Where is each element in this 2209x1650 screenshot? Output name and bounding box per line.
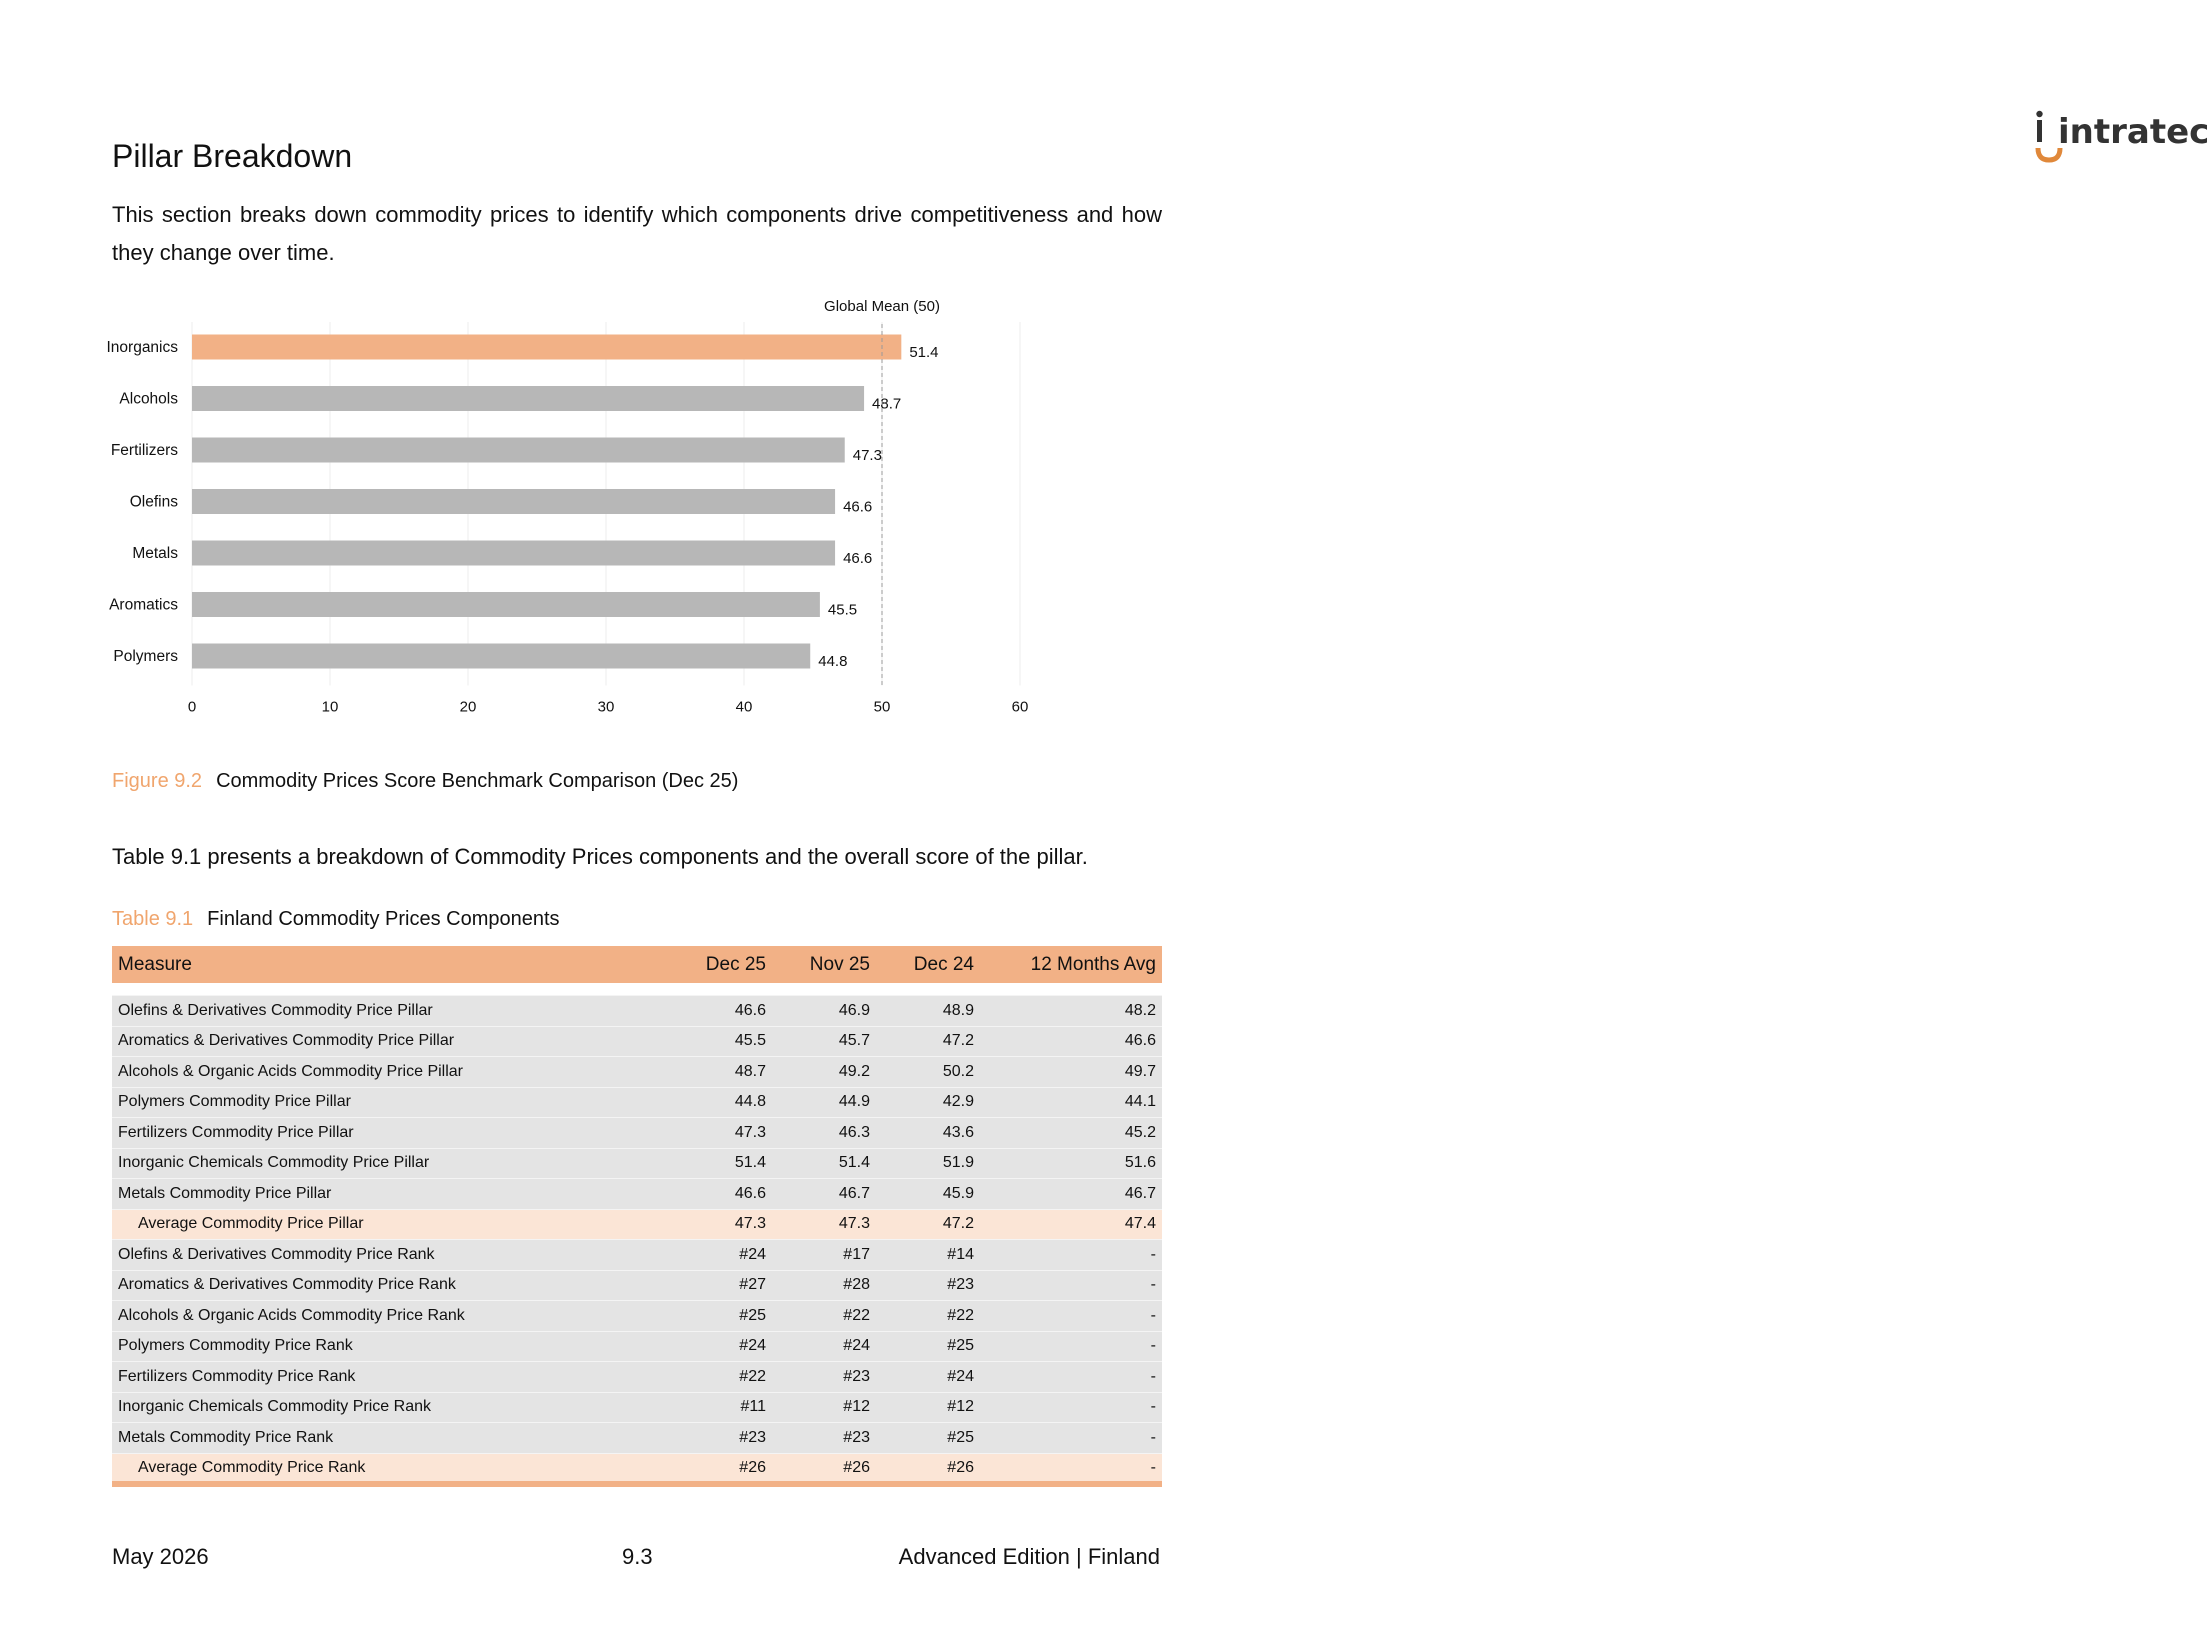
value-cell: 46.6 — [980, 1026, 1162, 1057]
value-cell: 45.2 — [980, 1118, 1162, 1149]
header-dec24: Dec 24 — [876, 946, 980, 983]
commodity-score-bar-chart — [100, 300, 1100, 750]
value-cell: 51.4 — [772, 1148, 876, 1179]
bar-alcohols — [192, 386, 864, 411]
value-cell: 46.7 — [980, 1179, 1162, 1210]
intratec-logo — [1018, 54, 2209, 152]
data-label: 51.4 — [909, 344, 939, 361]
value-cell: 44.1 — [980, 1087, 1162, 1118]
value-cell: #24 — [672, 1240, 772, 1271]
value-cell: - — [980, 1301, 1162, 1332]
x-tick-label: 30 — [597, 698, 615, 716]
value-cell: 49.7 — [980, 1057, 1162, 1088]
value-cell: 46.7 — [772, 1179, 876, 1210]
footer-page-number: 9.3 — [622, 1544, 653, 1569]
value-cell: #25 — [672, 1301, 772, 1332]
footer-date: May 2026 — [112, 1544, 209, 1569]
table-header-row — [112, 946, 1162, 983]
value-cell: #25 — [876, 1331, 980, 1362]
value-cell: 51.6 — [980, 1148, 1162, 1179]
value-cell: 46.3 — [772, 1118, 876, 1149]
global-mean-label: Global Mean (50) — [824, 298, 940, 315]
x-tick-label: 50 — [873, 698, 891, 716]
table-row — [112, 1026, 1162, 1057]
components-table — [112, 946, 1162, 1484]
value-cell: #26 — [772, 1453, 876, 1484]
measure-cell: Average Commodity Price Pillar — [112, 1209, 672, 1240]
category-label: Polymers — [113, 648, 178, 665]
measure-cell: Polymers Commodity Price Pillar — [112, 1087, 672, 1118]
value-cell: - — [980, 1270, 1162, 1301]
table-row-average — [112, 1453, 1162, 1484]
value-cell: 51.4 — [672, 1148, 772, 1179]
value-cell: 45.7 — [772, 1026, 876, 1057]
category-label: Aromatics — [109, 596, 178, 614]
table-caption — [112, 908, 560, 931]
intro-paragraph: This section breaks down commodity prices to identify which components drive competitiveness and how they change over time. — [112, 202, 1162, 265]
header-measure: Measure — [112, 946, 672, 983]
footer-edition: Advanced Edition | Finland — [898, 1544, 1160, 1569]
value-cell: #24 — [772, 1331, 876, 1362]
table-row — [112, 1331, 1162, 1362]
measure-cell: Olefins & Derivatives Commodity Price Pillar — [112, 996, 672, 1027]
category-label: Olefins — [129, 493, 178, 511]
measure-cell: Aromatics & Derivatives Commodity Price Pillar — [112, 1026, 672, 1057]
value-cell: #24 — [672, 1331, 772, 1362]
value-cell: #17 — [772, 1240, 876, 1271]
table-intro-paragraph: Table 9.1 presents a breakdown of Commodity Prices components and the overall score of the pillar. — [112, 844, 1088, 869]
value-cell: 45.9 — [876, 1179, 980, 1210]
value-cell: 49.2 — [772, 1057, 876, 1088]
category-label: Inorganics — [106, 339, 178, 356]
bar-inorganics — [192, 335, 901, 360]
bar-olefins — [192, 489, 835, 514]
figure-caption — [112, 770, 738, 793]
value-cell: #26 — [876, 1453, 980, 1484]
x-tick-label: 10 — [321, 698, 339, 716]
table-row — [112, 1148, 1162, 1179]
value-cell: 46.9 — [772, 996, 876, 1027]
value-cell: - — [980, 1392, 1162, 1423]
category-label: Metals — [132, 545, 178, 562]
value-cell: #27 — [672, 1270, 772, 1301]
table-row — [112, 1118, 1162, 1149]
x-tick-label: 0 — [187, 698, 197, 716]
measure-cell: Fertilizers Commodity Price Rank — [112, 1362, 672, 1393]
measure-cell: Alcohols & Organic Acids Commodity Price Pillar — [112, 1057, 672, 1088]
data-label: 46.6 — [843, 550, 873, 567]
value-cell: 47.2 — [876, 1209, 980, 1240]
value-cell: 47.3 — [672, 1118, 772, 1149]
value-cell: 48.2 — [980, 996, 1162, 1027]
value-cell: #26 — [672, 1453, 772, 1484]
value-cell: - — [980, 1331, 1162, 1362]
table-bottom-rule — [112, 1481, 1162, 1487]
value-cell: #22 — [772, 1301, 876, 1332]
category-label: Fertilizers — [110, 442, 178, 459]
value-cell: #12 — [876, 1392, 980, 1423]
header-dec25: Dec 25 — [672, 946, 772, 983]
value-cell: 44.8 — [672, 1087, 772, 1118]
table-row-average — [112, 1209, 1162, 1240]
value-cell: #14 — [876, 1240, 980, 1271]
figure-label: Figure 9.2 — [112, 770, 203, 792]
data-label: 46.6 — [843, 498, 873, 516]
value-cell: 47.4 — [980, 1209, 1162, 1240]
value-cell: - — [980, 1453, 1162, 1484]
table-row — [112, 1362, 1162, 1393]
measure-cell: Polymers Commodity Price Rank — [112, 1331, 672, 1362]
table-row — [112, 1392, 1162, 1423]
data-label: 44.8 — [818, 653, 848, 670]
value-cell: #22 — [876, 1301, 980, 1332]
table-row — [112, 1423, 1162, 1454]
value-cell: #11 — [672, 1392, 772, 1423]
value-cell: 48.7 — [672, 1057, 772, 1088]
intratec-logo-text: intratec — [2058, 112, 2209, 152]
value-cell: - — [980, 1240, 1162, 1271]
data-label: 48.7 — [872, 395, 902, 413]
value-cell: 43.6 — [876, 1118, 980, 1149]
value-cell: 48.9 — [876, 996, 980, 1027]
header-nov25: Nov 25 — [772, 946, 876, 983]
value-cell: 46.6 — [672, 996, 772, 1027]
value-cell: #24 — [876, 1362, 980, 1393]
value-cell: #25 — [876, 1423, 980, 1454]
value-cell: #23 — [772, 1362, 876, 1393]
value-cell: #23 — [772, 1423, 876, 1454]
value-cell: - — [980, 1362, 1162, 1393]
table-caption-text: Finland Commodity Prices Components — [207, 908, 560, 930]
value-cell: 44.9 — [772, 1087, 876, 1118]
value-cell: #23 — [876, 1270, 980, 1301]
value-cell: 47.3 — [672, 1209, 772, 1240]
table-row — [112, 1179, 1162, 1210]
x-tick-label: 20 — [459, 698, 477, 716]
header-12m-avg: 12 Months Avg — [980, 946, 1162, 983]
value-cell: 50.2 — [876, 1057, 980, 1088]
table-row — [112, 1087, 1162, 1118]
value-cell: 46.6 — [672, 1179, 772, 1210]
measure-cell: Inorganic Chemicals Commodity Price Pillar — [112, 1148, 672, 1179]
bar-polymers — [192, 644, 810, 669]
value-cell: 47.2 — [876, 1026, 980, 1057]
measure-cell: Aromatics & Derivatives Commodity Price Rank — [112, 1270, 672, 1301]
measure-cell: Inorganic Chemicals Commodity Price Rank — [112, 1392, 672, 1423]
x-tick-label: 60 — [1011, 698, 1029, 716]
measure-cell: Fertilizers Commodity Price Pillar — [112, 1118, 672, 1149]
value-cell: #28 — [772, 1270, 876, 1301]
value-cell: 51.9 — [876, 1148, 980, 1179]
data-label: 45.5 — [827, 601, 858, 619]
value-cell: 45.5 — [672, 1026, 772, 1057]
data-label: 47.3 — [852, 447, 882, 464]
table-row — [112, 1240, 1162, 1271]
figure-caption-text: Commodity Prices Score Benchmark Comparison (Dec 25) — [216, 770, 739, 792]
table-row — [112, 1270, 1162, 1301]
bar-aromatics — [192, 592, 820, 617]
measure-cell: Alcohols & Organic Acids Commodity Price Rank — [112, 1301, 672, 1332]
value-cell: 42.9 — [876, 1087, 980, 1118]
table-row — [112, 1057, 1162, 1088]
value-cell: #22 — [672, 1362, 772, 1393]
table-row — [112, 996, 1162, 1027]
x-tick-label: 40 — [735, 698, 753, 716]
category-label: Alcohols — [119, 390, 178, 408]
table-row — [112, 1301, 1162, 1332]
measure-cell: Metals Commodity Price Pillar — [112, 1179, 672, 1210]
measure-cell: Average Commodity Price Rank — [112, 1453, 672, 1484]
value-cell: #23 — [672, 1423, 772, 1454]
measure-cell: Olefins & Derivatives Commodity Price Rank — [112, 1240, 672, 1271]
page-title: Pillar Breakdown — [112, 138, 353, 174]
bar-fertilizers — [192, 438, 845, 463]
table-label: Table 9.1 — [112, 908, 194, 930]
bar-metals — [192, 541, 835, 566]
measure-cell: Metals Commodity Price Rank — [112, 1423, 672, 1454]
value-cell: - — [980, 1423, 1162, 1454]
value-cell: #12 — [772, 1392, 876, 1423]
value-cell: 47.3 — [772, 1209, 876, 1240]
